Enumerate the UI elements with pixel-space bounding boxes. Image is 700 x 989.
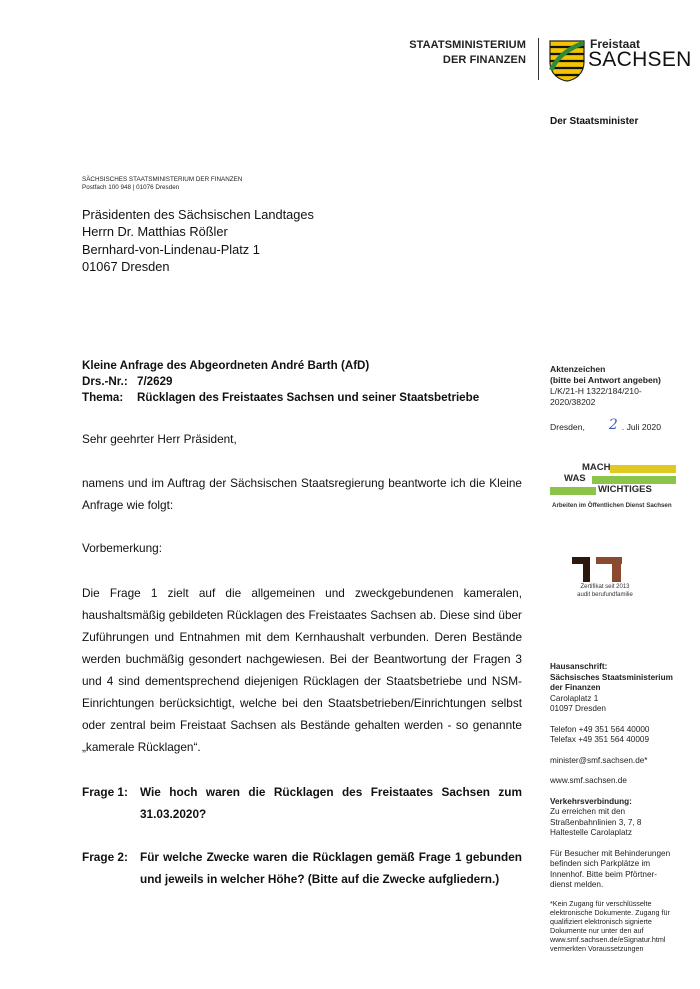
aktenzeichen-block <box>550 364 680 408</box>
certificate-text <box>560 584 650 599</box>
accessibility-line-4: dienst melden. <box>550 880 604 889</box>
date-day-handwritten: 2 <box>608 417 618 433</box>
telephone: Telefon +49 351 564 40000 <box>550 724 650 734</box>
certificate-line-1: Zertifikat seit 2013 <box>580 584 630 590</box>
accessibility-line-2: befinden sich Parkplätze im <box>550 859 651 868</box>
email-link[interactable]: minister@smf.sachsen.de* <box>550 755 648 765</box>
role-label: Der Staatsminister <box>550 116 639 127</box>
note-line: Dokumente nur unter den auf <box>550 925 644 935</box>
drs-row <box>82 374 479 390</box>
logo-bar-green <box>592 476 676 484</box>
telefax: Telefax +49 351 564 40009 <box>550 735 650 744</box>
sender-return-address <box>82 176 242 192</box>
ministry-name <box>404 38 526 68</box>
note-line: vermerkten Voraussetzungen <box>550 943 644 953</box>
recipient-line: Bernhard-von-Lindenau-Platz 1 <box>82 241 260 257</box>
question-text: Für welche Zwecke waren die Rücklagen gemäß Frage 1 gebunden und jeweils in welcher Höhe? (Bitte auf die Zwecke aufgliedern.) <box>140 850 522 886</box>
haus-name-1: Sächsisches Staatsministerium <box>550 672 673 682</box>
haus-city: 01097 Dresden <box>550 704 606 713</box>
accessibility-line-1: Für Besucher mit Behinderungen <box>550 848 671 858</box>
esignatur-note <box>550 899 680 953</box>
saxony-coat-of-arms-icon <box>549 40 585 82</box>
verkehr-line-3: Haltestelle Carolaplatz <box>550 828 632 837</box>
drs-label: Drs.-Nr.: <box>82 375 128 388</box>
wichtiges-text: WICHTIGES <box>598 484 652 495</box>
brand-freistaat: Freistaat <box>590 37 641 51</box>
subject-block <box>82 358 479 406</box>
accessibility-line-3: Innenhof. Bitte beim Pförtner- <box>550 869 657 879</box>
sender-line-2: Postfach 100 948 | 01076 Dresden <box>82 184 180 191</box>
thema-value: Rücklagen des Freistaates Sachsen und seiner Staatsbetriebe <box>137 391 480 404</box>
vorbemerkung-paragraph: Die Frage 1 zielt auf die allgemeinen und zweckgebundenen kameralen, haushaltsmäßig gebildeten Rücklagen des Freistaates Sachsen ab. Diese sind über Zuführungen und Entnahmen mit dem Kernhaushalt verbunden. Deren Bestände werden buchmäßig gesondert nachgewiesen. Bei der Beantwortung der Fragen 3 und 4 sind dementsprechend diejenigen Rücklagen der Staatsbetriebe und NSM-Einrichtungen berücksichtigt, welche bei den Staatsbetrieben/Einrichtungen selbst oder zentral beim Freistaat Sachsen als Bestände gehalten werden - so genannte „kamerale Rücklagen“. <box>82 586 522 754</box>
note-line: elektronische Dokumente. Zugang für <box>550 907 670 917</box>
note-line: qualifiziert elektronisch signierte <box>550 916 652 926</box>
note-link[interactable]: www.smf.sachsen.de/eSignatur.html <box>550 934 666 944</box>
question-2 <box>82 846 522 890</box>
logo-bar-green-short <box>550 487 596 495</box>
haus-name-2: der Finanzen <box>550 683 601 692</box>
aktenzeichen-value-2: 2020/38202 <box>550 397 596 407</box>
aktenzeichen-value-1: L/K/21-H 1322/184/210- <box>550 386 642 396</box>
recipient-line: Herrn Dr. Matthias Rößler <box>82 224 228 240</box>
certificate-line-2: audit berufundfamilie <box>577 591 633 598</box>
verkehr-line-2: Straßenbahnlinien 3, 7, 8 <box>550 817 642 827</box>
header-divider <box>538 38 539 80</box>
sender-line-1: SÄCHSISCHES STAATSMINISTERIUM DER FINANZEN <box>82 176 243 183</box>
logo-bar-yellow <box>610 465 676 473</box>
brand-sachsen: SACHSEN <box>588 48 692 71</box>
aktenzeichen-title: Aktenzeichen <box>550 364 606 374</box>
subject-title: Kleine Anfrage des Abgeordneten André Barth (AfD) <box>82 359 370 372</box>
date-line <box>550 417 680 433</box>
website-link[interactable]: www.smf.sachsen.de <box>550 776 627 785</box>
mach-subtitle: Arbeiten im Öffentlichen Dienst Sachsen <box>552 502 672 509</box>
ministry-line-1: STAATSMINISTERIUM <box>409 39 526 51</box>
haus-title: Hausanschrift: <box>550 662 608 671</box>
intro-paragraph: namens und im Auftrag der Sächsischen Staatsregierung beantworte ich die Kleine Anfrage wie folgt: <box>82 476 522 512</box>
verkehr-line-1: Zu erreichen mit den <box>550 807 626 816</box>
was-text: WAS <box>564 473 586 484</box>
question-text: Wie hoch waren die Rücklagen des Freistaates Sachsen zum 31.03.2020? <box>140 785 522 821</box>
verkehr-title: Verkehrsverbindung: <box>550 796 632 806</box>
recipient-address <box>82 206 314 276</box>
haus-street: Carolaplatz 1 <box>550 693 599 703</box>
question-label: Frage 2: <box>82 850 128 864</box>
berufundfamilie-icon <box>568 555 638 583</box>
aktenzeichen-note: (bitte bei Antwort angeben) <box>550 375 661 385</box>
recipient-line: Präsidenten des Sächsischen Landtages <box>82 207 314 222</box>
hausanschrift-block <box>550 662 680 953</box>
recipient-line: 01067 Dresden <box>82 259 170 275</box>
berufundfamilie-certificate <box>568 555 638 603</box>
mach-was-wichtiges-logo <box>550 462 678 516</box>
ministry-line-2: DER FINANZEN <box>442 54 526 66</box>
mach-text: MACH <box>582 462 611 473</box>
thema-label: Thema: <box>82 391 124 404</box>
vorbemerkung-heading: Vorbemerkung: <box>82 541 163 555</box>
thema-row <box>82 390 479 406</box>
note-line: *Kein Zugang für verschlüsselte <box>550 898 652 908</box>
date-suffix: . Juli 2020 <box>621 422 661 432</box>
date-prefix: Dresden, <box>550 422 585 432</box>
salutation: Sehr geehrter Herr Präsident, <box>82 432 237 446</box>
drs-value: 7/2629 <box>137 375 173 388</box>
question-1 <box>82 781 522 825</box>
question-label: Frage 1: <box>82 785 128 799</box>
